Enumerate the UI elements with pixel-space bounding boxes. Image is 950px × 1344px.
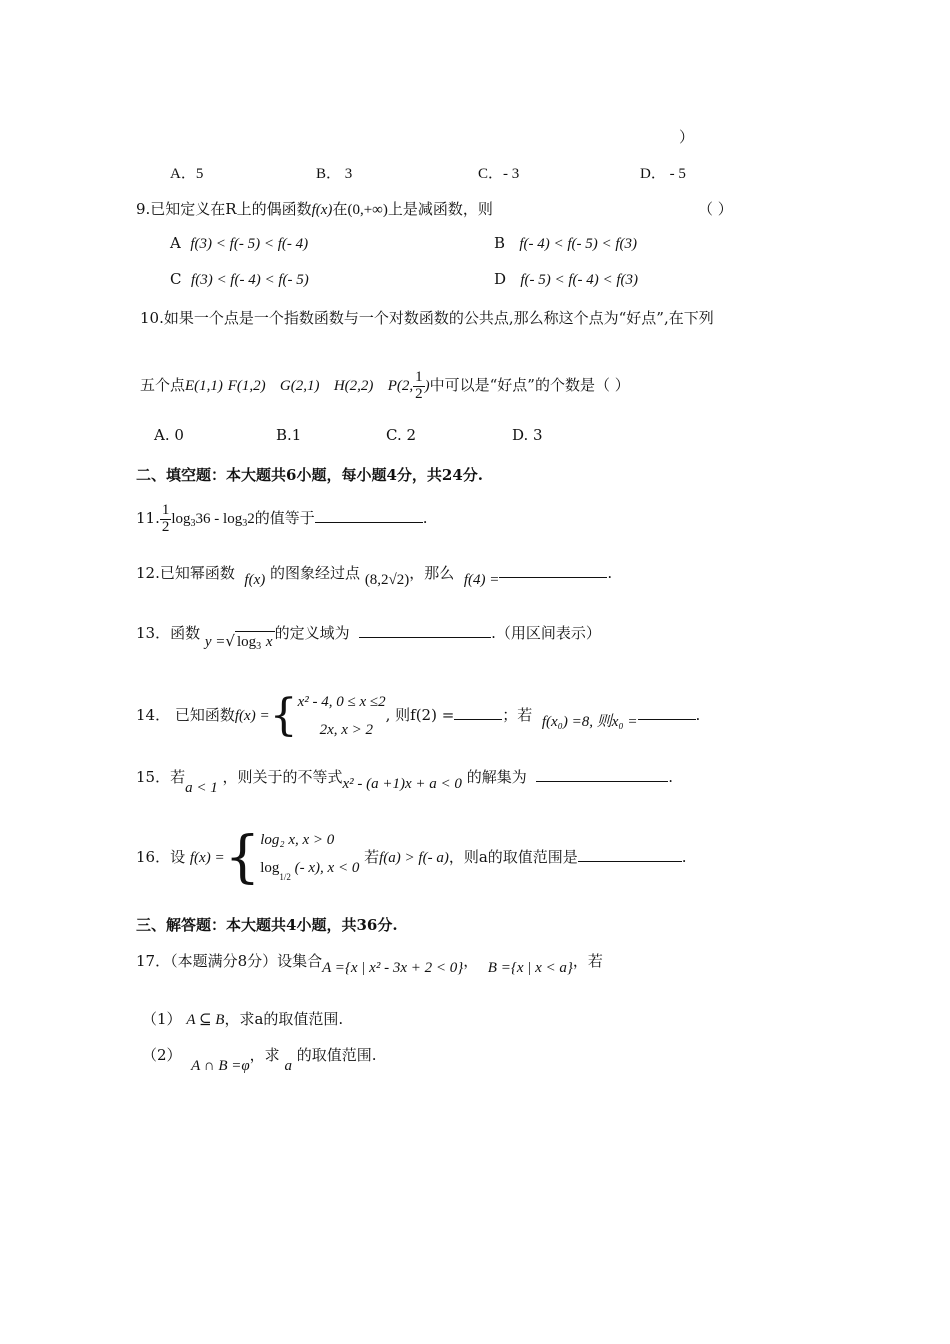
q8-paren: ）	[679, 128, 695, 146]
q8-option-b: B． 3	[316, 166, 353, 182]
q10-option-b: B.1	[276, 426, 302, 444]
q17-part2: （2） A ∩ B =φ，求 a 的取值范围.	[142, 1046, 377, 1074]
q10-option-c: C. 2	[386, 426, 417, 444]
q9-option-d: D f(- 5) < f(- 4) < f(3)	[494, 270, 639, 288]
q13: 13．函数 y =√ $\log_3 x$ 的定义域为 .（用区间表示）	[136, 624, 601, 652]
q9-option-c: C f(3) < f(- 4) < f(- 5)	[170, 270, 309, 288]
q17-part1: （1） A ⊆ B，求a的取值范围.	[142, 1010, 344, 1028]
q10-line1: 10.如果一个点是一个指数函数与一个对数函数的公共点,那么称这个点为“好点”,在下列	[140, 309, 714, 327]
q15: 15．若a < 1 ，则关于的不等式x² - (a +1)x + a < 0 的解集为 .	[136, 768, 674, 796]
q16: 16．设 f(x) ={ log₂ x, x > 0 $\log_{1/2}$ (- x), x < 0 若f(a) > f(- a)，则a的取值范围是 .	[136, 825, 687, 890]
q11: 11. $\frac{1}{2}$ $\log_336 - \log_32$的值等于 .	[136, 501, 428, 535]
q8-option-c: C．- 3	[478, 166, 520, 182]
q10-line2: 五个点E(1,1) F(1,2) G(2,1) H(2,2) P(2, $\frac{1}{2}$ )中可以是“好点”的个数是（ ）	[140, 368, 630, 402]
section-2-heading: 二、填空题：本大题共6小题，每小题4分，共24分.	[136, 466, 483, 484]
q8-option-a: A．5	[170, 166, 204, 182]
q10-option-d: D. 3	[512, 426, 543, 444]
q12: 12.已知幂函数 f(x) 的图象经过点 (8,2√2)，那么 f(4) = .	[136, 564, 613, 588]
q9-stem: 9.已知定义在R上的偶函数f(x)在(0,+∞)上是减函数，则	[136, 200, 493, 218]
q9-paren: （ ）	[698, 200, 733, 218]
section-3-heading: 三、解答题：本大题共4小题，共36分.	[136, 916, 398, 934]
q14: 14． 已知函数f(x) ={ x² - 4, 0 ≤ x ≤2 2x, x > 2 , 则f(2) = ；若 f(x₀) =8, 则x₀ = .	[136, 690, 701, 741]
q8-option-d: D． - 5	[640, 166, 686, 182]
q17-stem: 17．（本题满分8分）设集合A ={x | x² - 3x + 2 < 0}， B ={x | x < a}，若	[136, 952, 603, 976]
q9-option-a: A f(3) < f(- 5) < f(- 4)	[170, 234, 309, 252]
q9-option-b: B f(- 4) < f(- 5) < f(3)	[494, 234, 638, 252]
q10-option-a: A. 0	[154, 426, 184, 444]
